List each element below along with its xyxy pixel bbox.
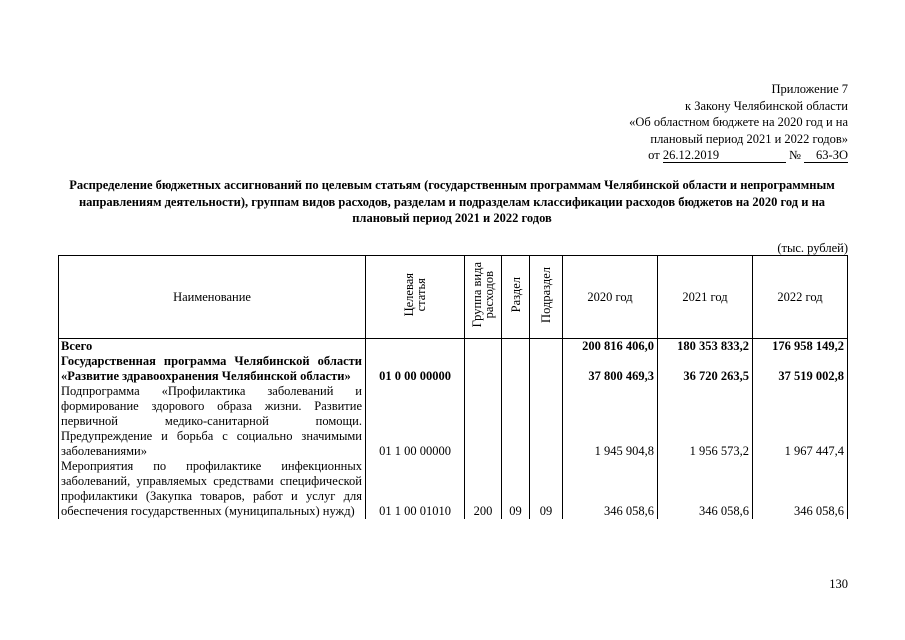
- row-group: 200: [465, 459, 502, 519]
- row-target: 01 1 00 00000: [366, 384, 465, 459]
- law-number: 63-ЗО: [804, 149, 848, 163]
- table-row: [59, 459, 848, 519]
- row-name: Всего: [59, 339, 366, 355]
- row-name: Государственная программа Челябинской области «Развитие здравоохранения Челябинской области»: [59, 354, 366, 384]
- col-2020-header: 2020 год: [563, 256, 658, 339]
- row-2022: 37 519 002,8: [753, 354, 848, 384]
- law-date: 26.12.2019: [663, 149, 786, 163]
- table-row: [59, 339, 848, 355]
- row-name: Мероприятия по профилактике инфекционных заболеваний, управляемых средствами специфической профилактики (Закупка товаров, работ и услуг для обеспечения государственных (муниципальных) нужд): [59, 459, 366, 519]
- row-target: 01 0 00 00000: [366, 354, 465, 384]
- row-2022: 1 967 447,4: [753, 384, 848, 459]
- appendix-line2: к Закону Челябинской области: [685, 98, 848, 113]
- row-2022: 346 058,6: [753, 459, 848, 519]
- row-2021: 180 353 833,2: [658, 339, 753, 355]
- row-subsection: [530, 339, 563, 355]
- appendix-header: [629, 81, 848, 164]
- row-2021: 1 956 573,2: [658, 384, 753, 459]
- row-2020: 37 800 469,3: [563, 354, 658, 384]
- row-target: [366, 339, 465, 355]
- budget-table: [58, 255, 848, 519]
- col-target-header: Целевая статья: [366, 256, 465, 339]
- row-2020: 346 058,6: [563, 459, 658, 519]
- col-2022-header: 2022 год: [753, 256, 848, 339]
- row-section: 09: [502, 459, 530, 519]
- row-2021: 346 058,6: [658, 459, 753, 519]
- row-name: Подпрограмма «Профилактика заболеваний и формирование здорового образа жизни. Развитие первичной медико-санитарной помощи. Предупреждение и борьба с социально значимыми заболеваниями»: [59, 384, 366, 459]
- col-group-header: Группа вида расходов: [465, 256, 502, 339]
- page-number: 130: [829, 577, 848, 591]
- row-section: [502, 354, 530, 384]
- row-section: [502, 339, 530, 355]
- row-2021: 36 720 263,5: [658, 354, 753, 384]
- row-2022: 176 958 149,2: [753, 339, 848, 355]
- row-2020: 1 945 904,8: [563, 384, 658, 459]
- row-subsection: 09: [530, 459, 563, 519]
- table-row: [59, 384, 848, 459]
- col-section-header: Раздел: [502, 256, 530, 339]
- appendix-date-line: [629, 147, 848, 164]
- table-row: [59, 354, 848, 384]
- appendix-line1: Приложение 7: [771, 82, 848, 96]
- row-2020: 200 816 406,0: [563, 339, 658, 355]
- row-group: [465, 354, 502, 384]
- row-subsection: [530, 384, 563, 459]
- appendix-line4: плановый период 2021 и 2022 годов»: [650, 131, 848, 146]
- row-target: 01 1 00 01010: [366, 459, 465, 519]
- row-group: [465, 384, 502, 459]
- col-2021-header: 2021 год: [658, 256, 753, 339]
- row-section: [502, 384, 530, 459]
- table-header-row: [59, 256, 848, 339]
- row-group: [465, 339, 502, 355]
- date-prefix: от: [648, 148, 660, 162]
- number-label: №: [788, 148, 801, 162]
- col-name-header: Наименование: [59, 256, 366, 339]
- units-label: (тыс. рублей): [777, 241, 848, 255]
- appendix-line3: «Об областном бюджете на 2020 год и на: [629, 115, 848, 129]
- col-subsection-header: Подраздел: [530, 256, 563, 339]
- document-title: Распределение бюджетных ассигнований по целевым статьям (государственным программам Челябинской области и непрограммным направлениям деятельности), группам видов расходов, разделам и подразделам классификации расходов бюджетов на 2020 год и на плановый период 2021 и 2022 годов: [69, 178, 835, 225]
- row-subsection: [530, 354, 563, 384]
